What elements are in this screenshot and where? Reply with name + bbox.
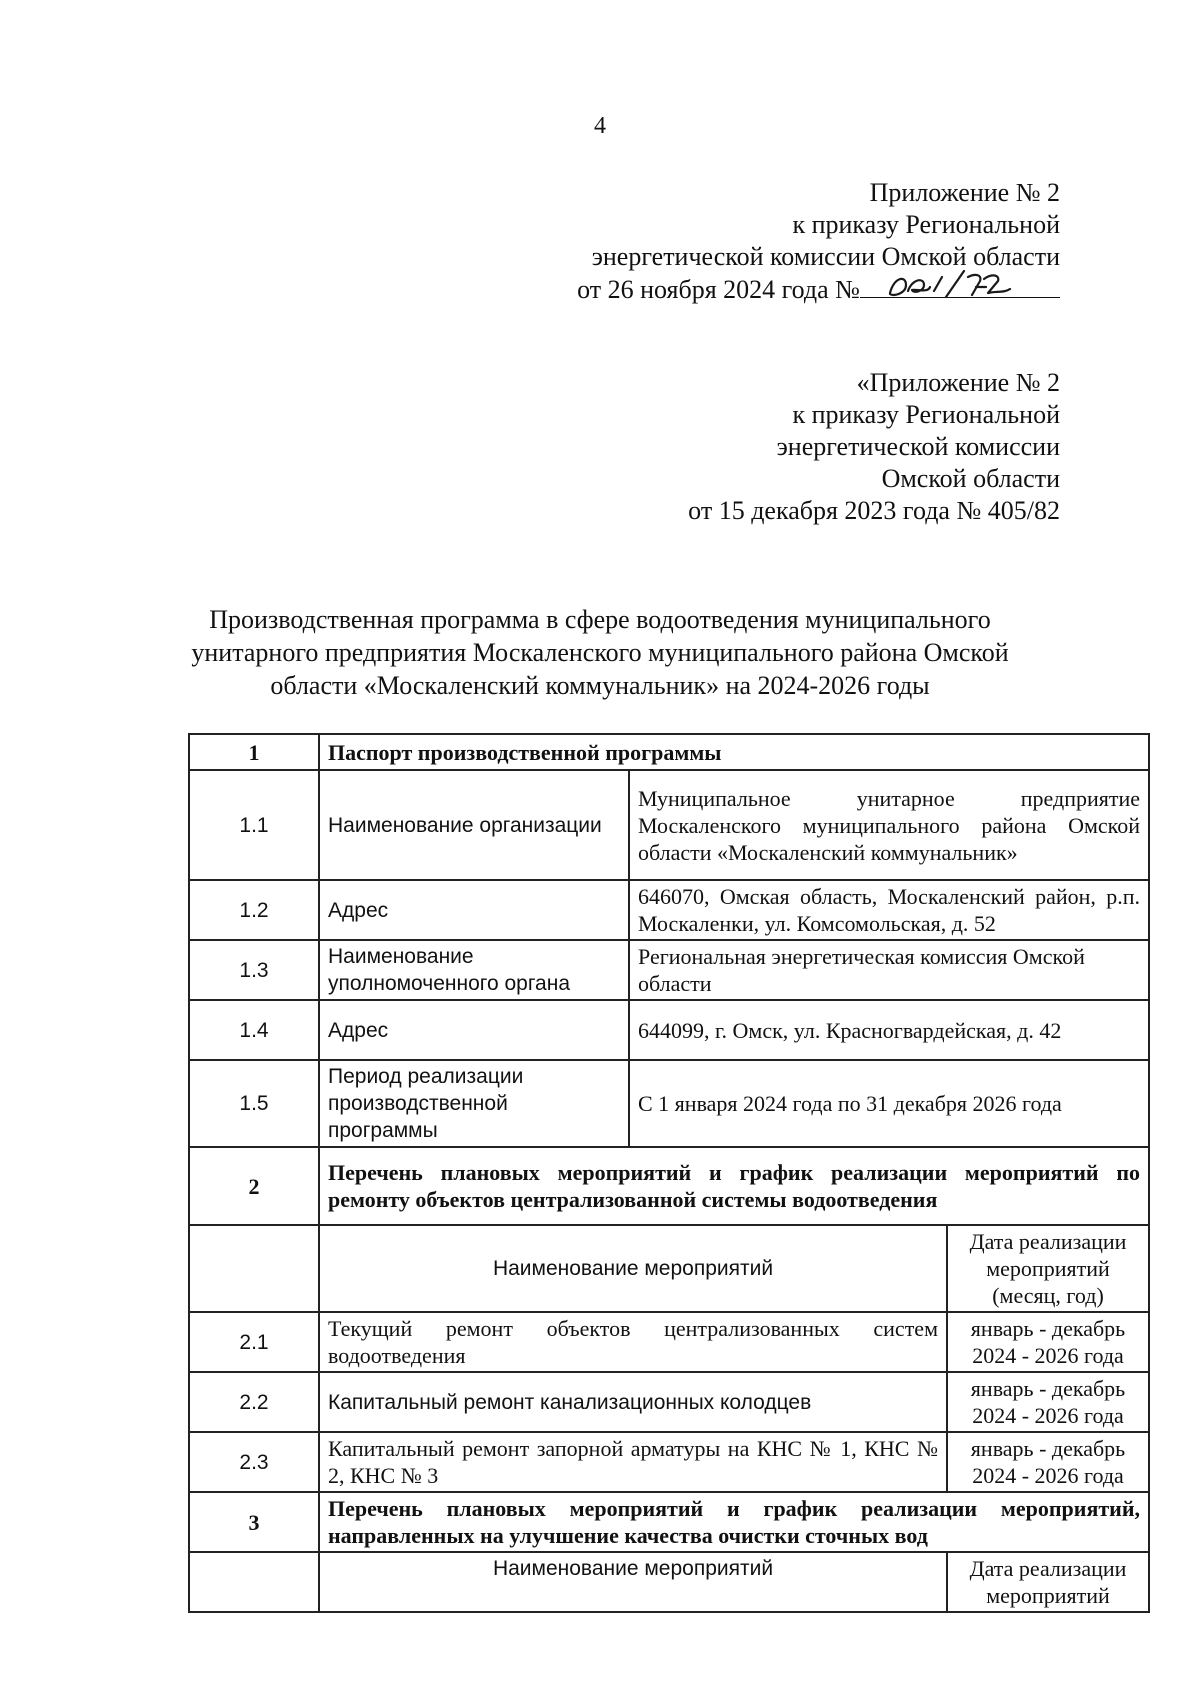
section2-column-header-row — [189, 1225, 1149, 1312]
document-title — [0, 603, 1200, 702]
appendix-previous-line4: Омской области — [881, 464, 1060, 493]
row-number: 1.1 — [189, 770, 319, 880]
table-row — [189, 770, 1149, 880]
section3-title: Перечень плановых мероприятий и график реализации мероприятий, направленных на улучшение качества очистки сточных вод — [319, 1492, 1149, 1552]
row-number: 1.4 — [189, 1000, 319, 1060]
appendix-current-line1: Приложение № 2 — [869, 178, 1060, 207]
table-row — [189, 1312, 1149, 1372]
activity-name: Капитальный ремонт запорной арматуры на КНС № 1, КНС № 2, КНС № 3 — [319, 1432, 947, 1492]
appendix-previous-line1: «Приложение № 2 — [856, 368, 1060, 397]
row-number: 1.5 — [189, 1060, 319, 1147]
section3-header-row — [189, 1492, 1149, 1552]
row-number: 2.3 — [189, 1432, 319, 1492]
section2-header-row — [189, 1147, 1149, 1225]
program-table — [188, 733, 1150, 1613]
row-value: С 1 января 2024 года по 31 декабря 2026 года — [629, 1060, 1149, 1147]
section3-col-date: Дата реализации мероприятий — [947, 1552, 1149, 1612]
row-value: Региональная энергетическая комиссия Омской области — [629, 940, 1149, 1000]
appendix-previous-line3: энергетической комиссии — [776, 432, 1060, 461]
section2-title: Перечень плановых мероприятий и график реализации мероприятий по ремонту объектов централизованной системы водоотведения — [319, 1147, 1149, 1225]
row-label: Адрес — [319, 880, 629, 940]
document-title-line1: Производственная программа в сфере водоотведения муниципального — [209, 605, 991, 634]
appendix-current-line3: энергетической комиссии Омской области — [591, 242, 1060, 271]
appendix-previous-header — [688, 367, 1060, 527]
row-value: 644099, г. Омск, ул. Красногвардейская, д. 42 — [629, 1000, 1149, 1060]
activity-date: январь - декабрь 2024 - 2026 года — [947, 1372, 1149, 1432]
appendix-current-header — [577, 177, 1060, 306]
section2-number: 2 — [189, 1147, 319, 1225]
row-number: 2.1 — [189, 1312, 319, 1372]
row-label: Период реализации производственной программы — [319, 1060, 629, 1147]
row-number: 1.3 — [189, 940, 319, 1000]
section2-col-date: Дата реализации мероприятий (месяц, год) — [947, 1225, 1149, 1312]
row-label: Наименование уполномоченного органа — [319, 940, 629, 1000]
document-title-line3: области «Москаленский коммунальник» на 2024-2026 годы — [270, 671, 930, 700]
appendix-current-line4 — [577, 273, 1060, 306]
section2-col-name: Наименование мероприятий — [319, 1225, 947, 1312]
handwritten-order-number-signature — [884, 267, 1034, 301]
row-number: 2.2 — [189, 1372, 319, 1432]
section1-header-row — [189, 734, 1149, 770]
row-value: Муниципальное унитарное предприятие Москаленского муниципального района Омской области «Москаленский коммунальник» — [629, 770, 1149, 880]
row-value: 646070, Омская область, Москаленский район, р.п. Москаленки, ул. Комсомольская, д. 52 — [629, 880, 1149, 940]
order-number-field — [860, 273, 1060, 298]
row-label: Наименование организации — [319, 770, 629, 880]
page-number: 4 — [594, 113, 606, 139]
document-title-line2: унитарного предприятия Москаленского муниципального района Омской — [191, 638, 1009, 667]
table-row — [189, 1060, 1149, 1147]
row-label: Адрес — [319, 1000, 629, 1060]
table-row — [189, 940, 1149, 1000]
empty-cell — [189, 1552, 319, 1612]
section1-title: Паспорт производственной программы — [319, 734, 1149, 770]
appendix-previous-line5: от 15 декабря 2023 года № 405/82 — [688, 496, 1060, 525]
section3-number: 3 — [189, 1492, 319, 1552]
activity-name: Капитальный ремонт канализационных колодцев — [319, 1372, 947, 1432]
appendix-current-date: от 26 ноября 2024 года № — [577, 275, 860, 304]
activity-name: Текущий ремонт объектов централизованных систем водоотведения — [319, 1312, 947, 1372]
empty-cell — [189, 1225, 319, 1312]
row-number: 1.2 — [189, 880, 319, 940]
table-row — [189, 880, 1149, 940]
activity-date: январь - декабрь 2024 - 2026 года — [947, 1312, 1149, 1372]
section3-column-header-row — [189, 1552, 1149, 1612]
appendix-current-line2: к приказу Региональной — [792, 210, 1060, 239]
appendix-previous-line2: к приказу Региональной — [792, 400, 1060, 429]
section1-number: 1 — [189, 734, 319, 770]
table-row — [189, 1372, 1149, 1432]
table-row — [189, 1432, 1149, 1492]
table-row — [189, 1000, 1149, 1060]
activity-date: январь - декабрь 2024 - 2026 года — [947, 1432, 1149, 1492]
section3-col-name: Наименование мероприятий — [319, 1552, 947, 1612]
